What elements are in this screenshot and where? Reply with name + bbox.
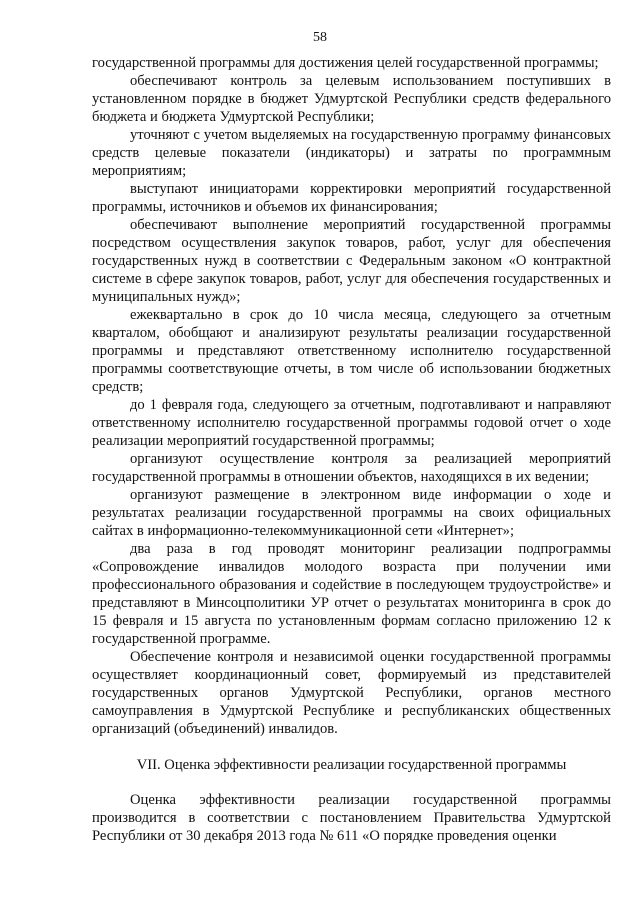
paragraph-10: два раза в год проводят мониторинг реализации подпрограммы «Сопровождение инвалидов молодого возраста при получении ими профессионального образования и содействие в последующем трудоустройстве» и представляют в Минсоцполитики УР отчет о результатах мониторинга в срок до 15 февраля и 15 августа по установленным формам согласно приложению 12 к государственной программе.	[92, 541, 611, 647]
paragraph-3: уточняют с учетом выделяемых на государственную программу финансовых средств целевые показатели (индикаторы) и затраты по программным мероприятиям;	[92, 127, 611, 179]
paragraph-8: организуют осуществление контроля за реализацией мероприятий государственной программы в отношении объектов, находящихся в их ведении;	[92, 451, 611, 485]
paragraph-5: обеспечивают выполнение мероприятий государственной программы посредством осуществления закупок товаров, работ, услуг для обеспечения государственных нужд в соответствии с Федеральным законом «О контрактной системе в сфере закупок товаров, работ, услуг для обеспечения государственных и муниципальных нужд»;	[92, 217, 611, 305]
paragraph-9: организуют размещение в электронном виде информации о ходе и результатах реализации государственной программы на своих официальных сайтах в информационно-телекоммуникационной сети «Интернет»;	[92, 487, 611, 539]
page-number: 58	[313, 30, 327, 45]
paragraph-7: до 1 февраля года, следующего за отчетным, подготавливают и направляют ответственному исполнителю государственной программы годовой отчет о ходе реализации мероприятий государственной программы;	[92, 397, 611, 449]
section-heading: VII. Оценка эффективности реализации государственной программы	[136, 757, 567, 773]
paragraph-4: выступают инициаторами корректировки мероприятий государственной программы, источников и объемов их финансирования;	[92, 181, 611, 215]
document-body	[92, 54, 611, 845]
paragraph-2: обеспечивают контроль за целевым использованием поступивших в установленном порядке в бюджет Удмуртской Республики средств федерального бюджета и бюджета Удмуртской Республики;	[92, 73, 611, 125]
paragraph-6: ежеквартально в срок до 10 числа месяца, следующего за отчетным кварталом, обобщают и анализируют результаты реализации государственной программы и представляют ответственному исполнителю государственной программы соответствующие отчеты, в том числе об использовании бюджетных средств;	[92, 307, 611, 395]
paragraph-11: Обеспечение контроля и независимой оценки государственной программы осуществляет координационный совет, формируемый из представителей государственных органов Удмуртской Республики, органов местного самоуправления в Удмуртской Республике и республиканских общественных организаций (объединений) инвалидов.	[92, 649, 611, 737]
paragraph-1: государственной программы для достижения целей государственной программы;	[92, 55, 599, 71]
final-paragraph: Оценка эффективности реализации государственной программы производится в соответствии с постановлением Правительства Удмуртской Республики от 30 декабря 2013 года № 611 «О порядке проведения оценки	[92, 792, 611, 844]
